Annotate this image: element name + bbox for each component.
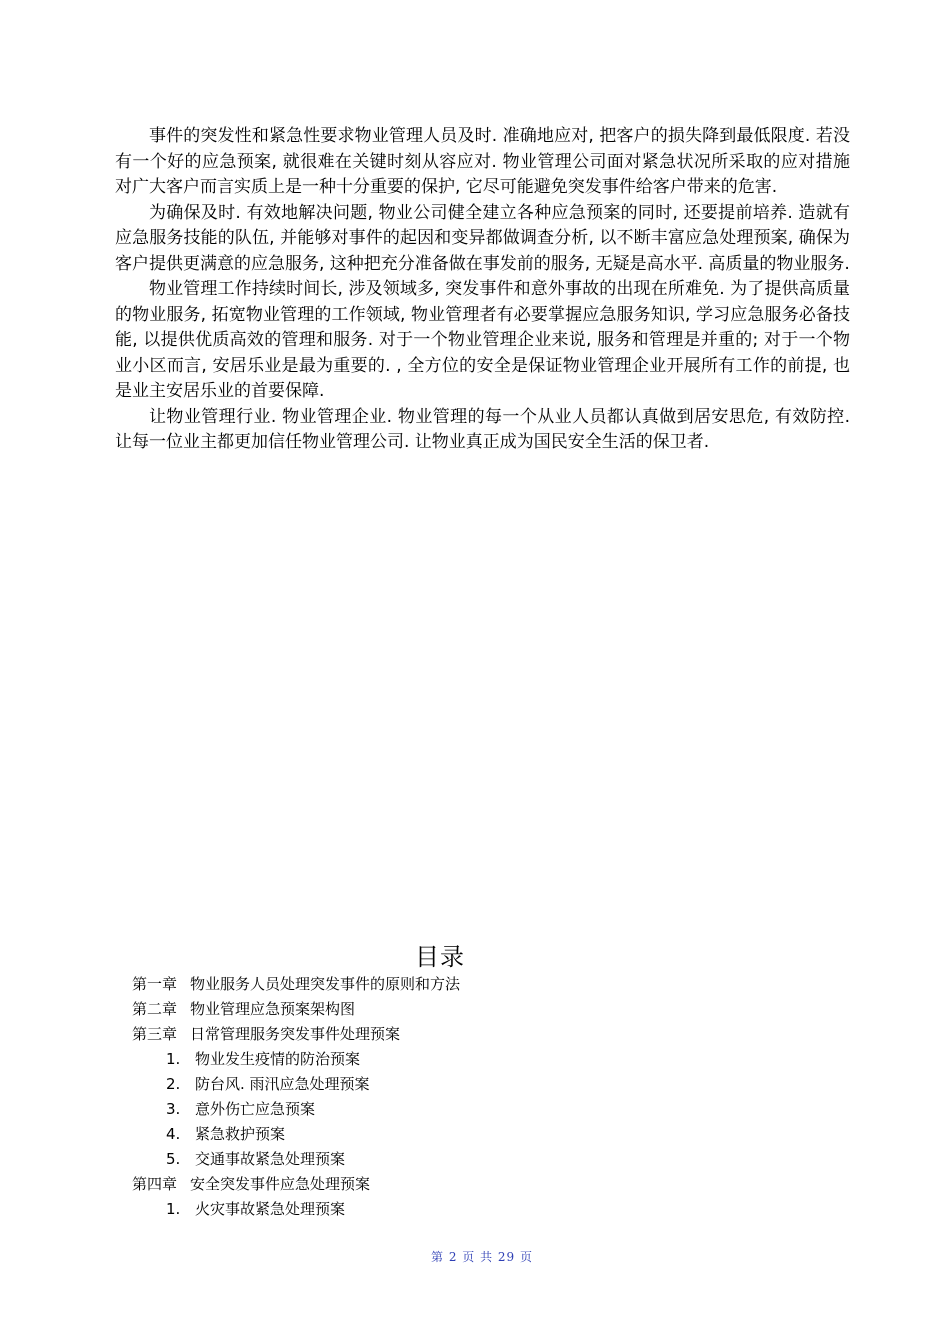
toc-item-number: 第四章 xyxy=(132,1175,178,1193)
toc-item-text: 火灾事故紧急处理预案 xyxy=(195,1200,346,1218)
toc-item-number: 2. xyxy=(166,1075,181,1093)
toc-item-number: 1. xyxy=(166,1200,181,1218)
toc-item-text: 紧急救护预案 xyxy=(195,1125,286,1143)
toc-item-number: 第一章 xyxy=(132,975,178,993)
body-text xyxy=(115,124,850,456)
toc-item-text: 交通事故紧急处理预案 xyxy=(195,1150,346,1168)
paragraph-3: 物业管理工作持续时间长, 涉及领域多, 突发事件和意外事故的出现在所难免. 为了提供高质量的物业服务, 拓宽物业管理的工作领域, 物业管理者有必要掌握应急服务知识, 学习应急服务必备技能, 以提供优质高效的管理和服务. 对于一个物业管理企业来说, 服务和管理是并重的; 对于一个物业小区而言, 安居乐业是最为重要的. , 全方位的安全是保证物业管理企业开展所有工作的前提, 也是业主安居乐业的首要保障. xyxy=(115,279,850,401)
page-number-footer: 第 2 页 共 29 页 xyxy=(431,1250,533,1264)
toc-title: 目录 xyxy=(415,943,465,971)
paragraph-2: 为确保及时. 有效地解决问题, 物业公司健全建立各种应急预案的同时, 还要提前培养. 造就有应急服务技能的队伍, 并能够对事件的起因和变异都做调查分析, 以不断丰富应急处理预案, 确保为客户提供更满意的应急服务, 这种把充分准备做在事发前的服务, 无疑是高水平. 高质量的物业服务. xyxy=(115,202,850,274)
toc-item[interactable] xyxy=(132,1047,832,1072)
toc-item[interactable] xyxy=(132,1172,832,1197)
toc-item-text: 意外伤亡应急预案 xyxy=(195,1100,316,1118)
toc-item-number: 第二章 xyxy=(132,1000,178,1018)
toc-item-text: 安全突发事件应急处理预案 xyxy=(190,1175,371,1193)
toc-item-text: 物业发生疫情的防治预案 xyxy=(195,1050,361,1068)
toc-item[interactable] xyxy=(132,1097,832,1122)
toc-item[interactable] xyxy=(132,1197,832,1222)
toc-item-number: 第三章 xyxy=(132,1025,178,1043)
toc-item[interactable] xyxy=(132,1022,832,1047)
paragraph-4: 让物业管理行业. 物业管理企业. 物业管理的每一个从业人员都认真做到居安思危, 有效防控. 让每一位业主都更加信任物业管理公司. 让物业真正成为国民安全生活的保卫者. xyxy=(115,406,850,452)
toc-item-text: 物业管理应急预案架构图 xyxy=(190,1000,356,1018)
paragraph-1: 事件的突发性和紧急性要求物业管理人员及时. 准确地应对, 把客户的损失降到最低限度. 若没有一个好的应急预案, 就很难在关键时刻从容应对. 物业管理公司面对紧急状况所采取的应对措施对广大客户而言实质上是一种十分重要的保护, 它尽可能避免突发事件给客户带来的危害. xyxy=(115,126,850,197)
table-of-contents xyxy=(132,972,832,1222)
toc-item-number: 5. xyxy=(166,1150,181,1168)
toc-item-number: 1. xyxy=(166,1050,181,1068)
toc-item[interactable] xyxy=(132,1122,832,1147)
toc-item-text: 日常管理服务突发事件处理预案 xyxy=(190,1025,401,1043)
toc-item[interactable] xyxy=(132,1072,832,1097)
toc-item-text: 物业服务人员处理突发事件的原则和方法 xyxy=(190,975,461,993)
toc-item-number: 3. xyxy=(166,1100,181,1118)
toc-item-text: 防台风. 雨汛应急处理预案 xyxy=(195,1075,370,1093)
toc-item-number: 4. xyxy=(166,1125,181,1143)
toc-item[interactable] xyxy=(132,1147,832,1172)
toc-item[interactable] xyxy=(132,972,832,997)
toc-item[interactable] xyxy=(132,997,832,1022)
